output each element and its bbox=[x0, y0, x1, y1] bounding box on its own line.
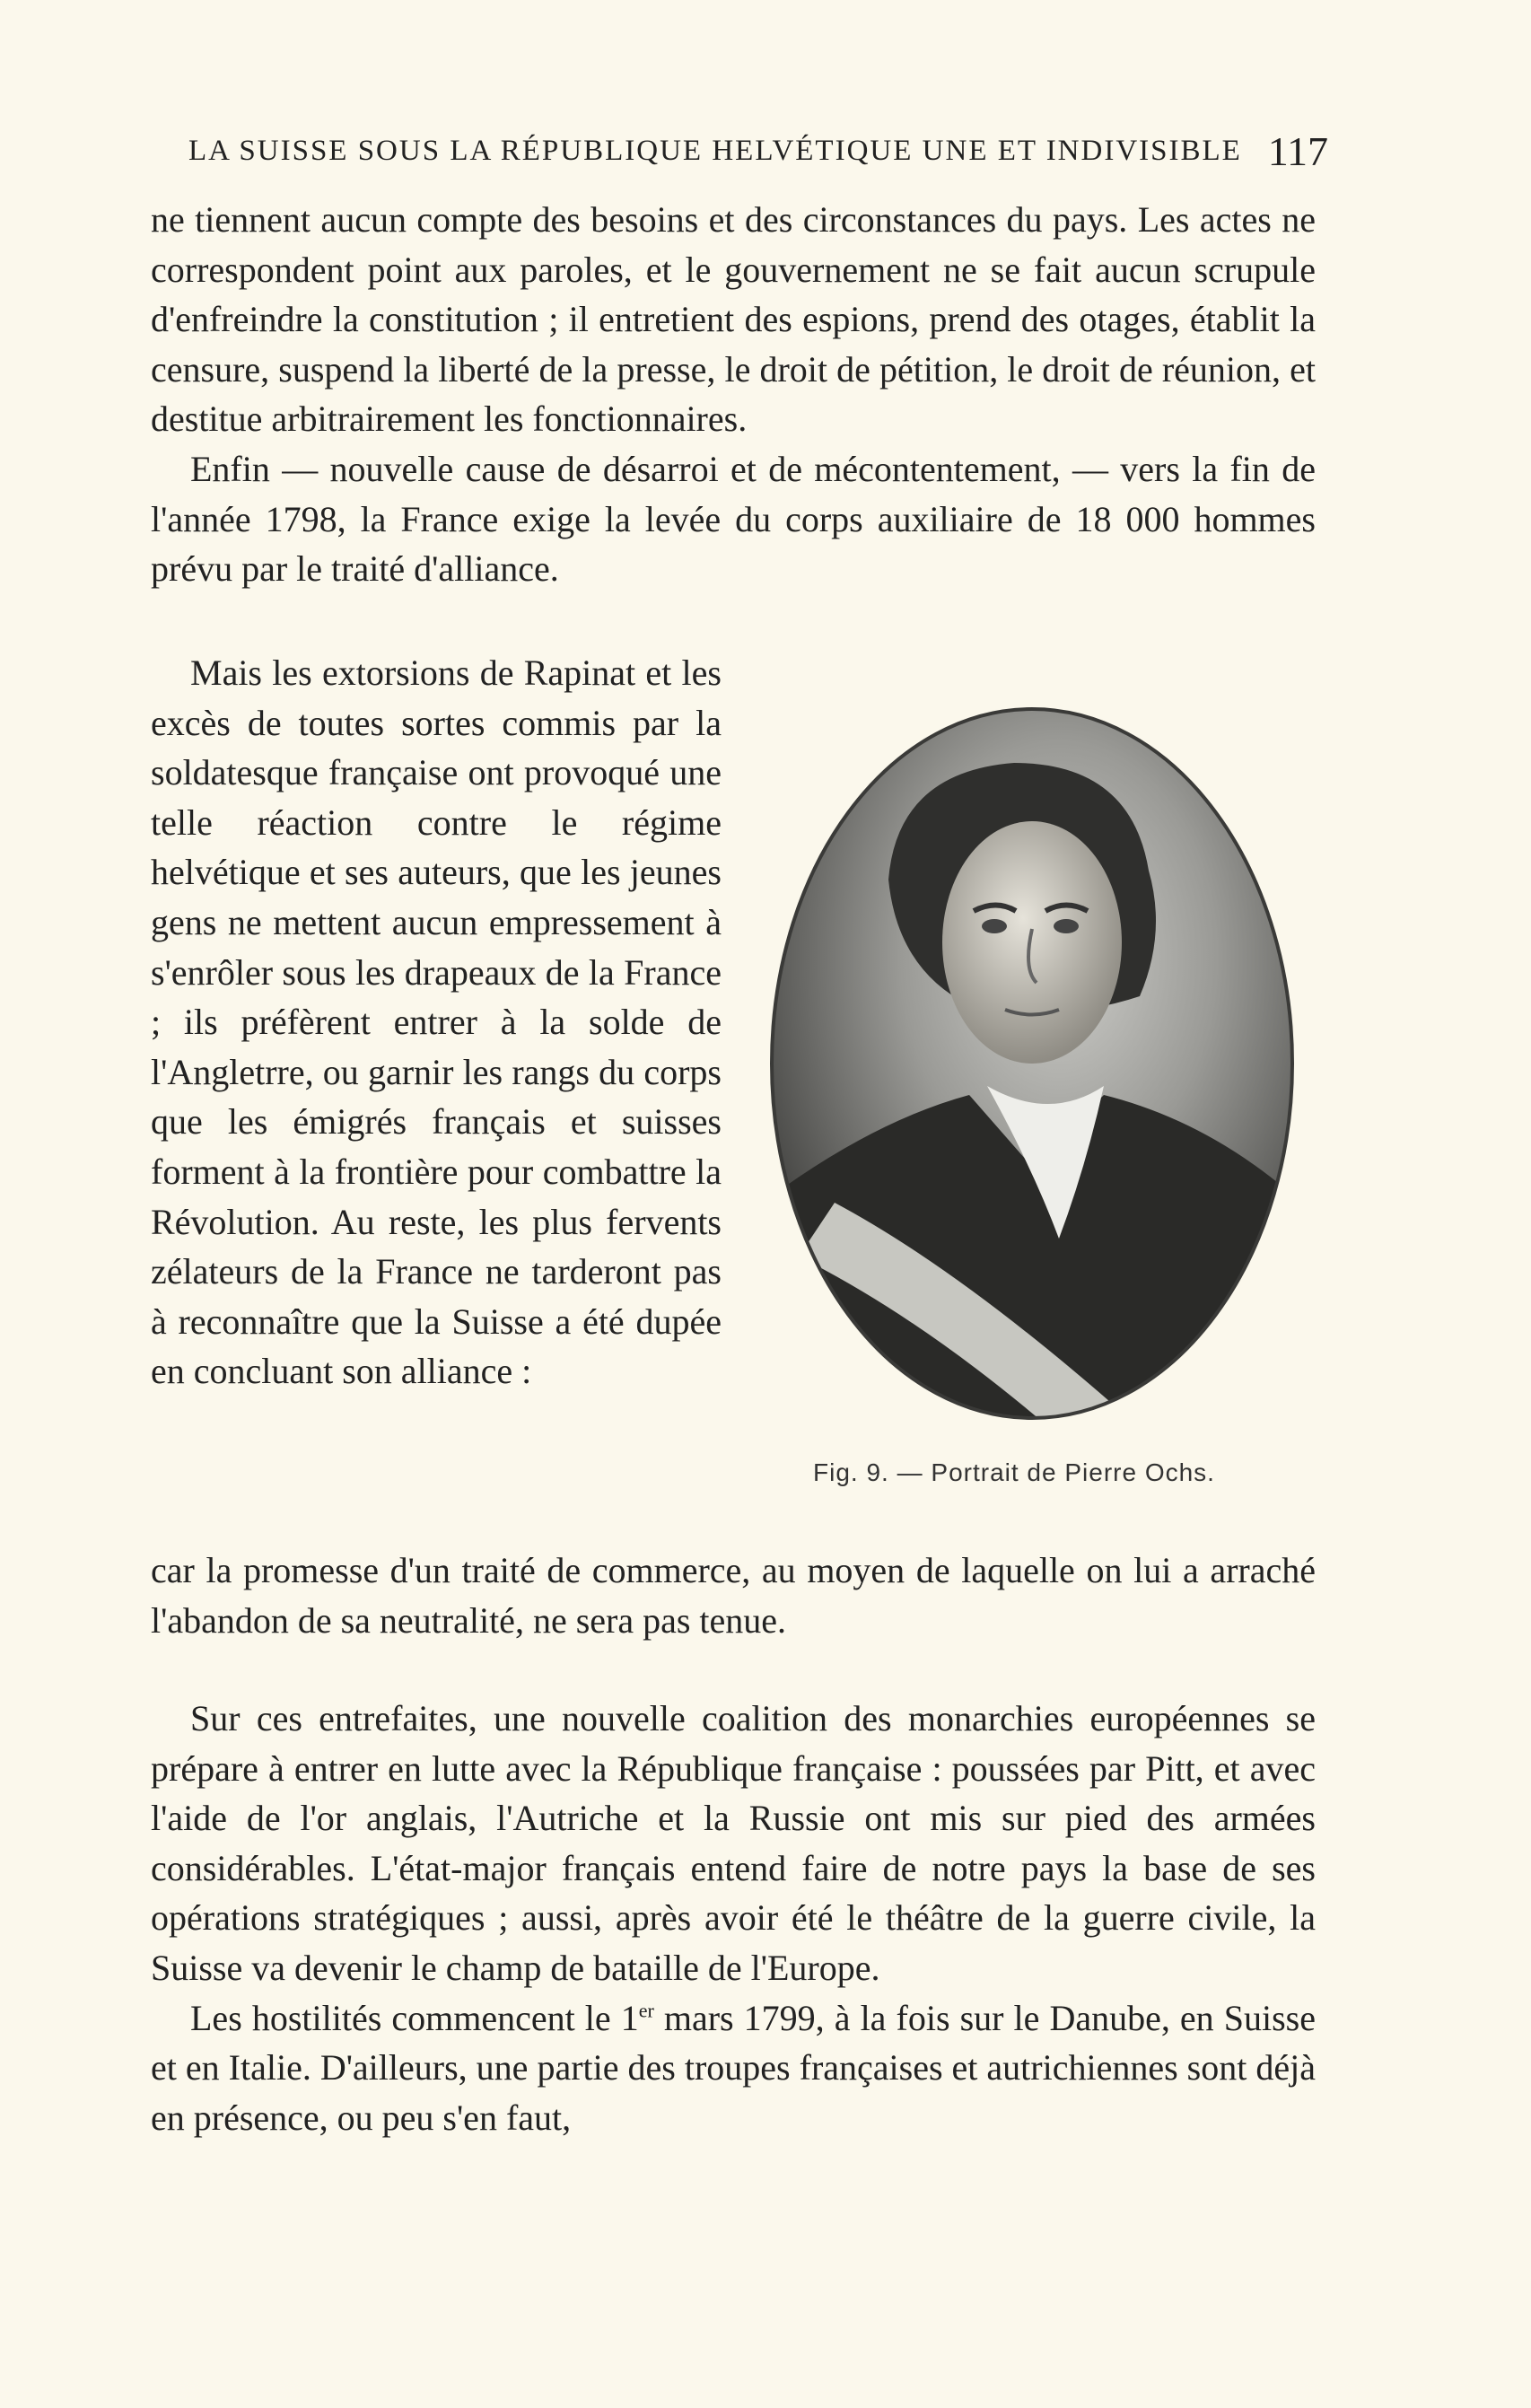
paragraph-4: Sur ces entrefaites, une nouvelle coalition des monarchies européennes se prépare à entrer en lutte avec la République française : poussées par Pitt, et avec l'aide de l'or anglais, l'Autriche et la Russie ont mis sur pied des armées considérables. L'état-major français entend faire de notre pays la base de ses opérations stratégiques ; aussi, après avoir été le théâtre de la guerre civile, la Suisse va devenir le champ de bataille de l'Europe. bbox=[151, 1698, 1316, 1988]
text-block-wrapped bbox=[151, 648, 722, 1397]
text-block-bottom bbox=[151, 1694, 1316, 2142]
ordinal-superscript: er bbox=[638, 1999, 654, 2022]
text-block-top bbox=[151, 195, 1316, 594]
paragraph-2: Enfin — nouvelle cause de désarroi et de mécontentement, — vers la fin de l'année 1798, la France exige la levée du corps auxiliaire de 18 000 hommes prévu par le traité d'alliance. bbox=[151, 448, 1316, 590]
portrait-image bbox=[763, 700, 1301, 1436]
page-header bbox=[188, 124, 1328, 178]
figure-caption: Fig. 9. — Portrait de Pierre Ochs. bbox=[813, 1458, 1215, 1486]
text-block-continuation bbox=[151, 1545, 1316, 1645]
paragraph-3-wrapped: Mais les extorsions de Rapinat et les excès de toutes sortes commis par la soldatesque française ont provoqué une telle réaction contre le régime helvétique et ses auteurs, que les jeunes gens ne mettent aucun empressement à s'enrôler sous les drapeaux de la France ; ils préfèrent entrer à la solde de l'Angletrre, ou garnir les rangs du corps que les émigrés français et suisses forment à la frontière pour combattre la Révolution. Au reste, les plus fervents zélateurs de la France ne tarderont pas à reconnaître que la Suisse a été dupée en concluant son alliance : bbox=[151, 652, 722, 1392]
paragraph-5-rest: mars 1799, à la fois sur le Danube, en Suisse et en Italie. D'ailleurs, une partie des troupes françaises et autrichiennes sont déjà en présence, ou peu s'en faut, bbox=[151, 1997, 1316, 2138]
running-title: LA SUISSE SOUS LA RÉPUBLIQUE HELVÉTIQUE UNE ET INDIVISIBLE bbox=[188, 134, 1242, 167]
paragraph-5-start: Les hostilités commencent le 1 bbox=[190, 1997, 639, 2038]
paragraph-3-continuation: car la promesse d'un traité de commerce, au moyen de laquelle on lui a arraché l'abandon de sa neutralité, ne sera pas tenue. bbox=[151, 1550, 1316, 1641]
paragraph-5 bbox=[151, 1993, 1316, 2143]
page-number: 117 bbox=[1267, 127, 1328, 174]
figure-portrait bbox=[763, 700, 1301, 1486]
paragraph-1: ne tiennent aucun compte des besoins et des circonstances du pays. Les actes ne correspondent point aux paroles, et le gouvernement ne se fait aucun scrupule d'enfreindre la constitution ; il entretient des espions, prend des otages, établit la censure, suspend la liberté de la presse, le droit de pétition, le droit de réunion, et destitue arbitrairement les fonctionnaires. bbox=[151, 199, 1316, 440]
